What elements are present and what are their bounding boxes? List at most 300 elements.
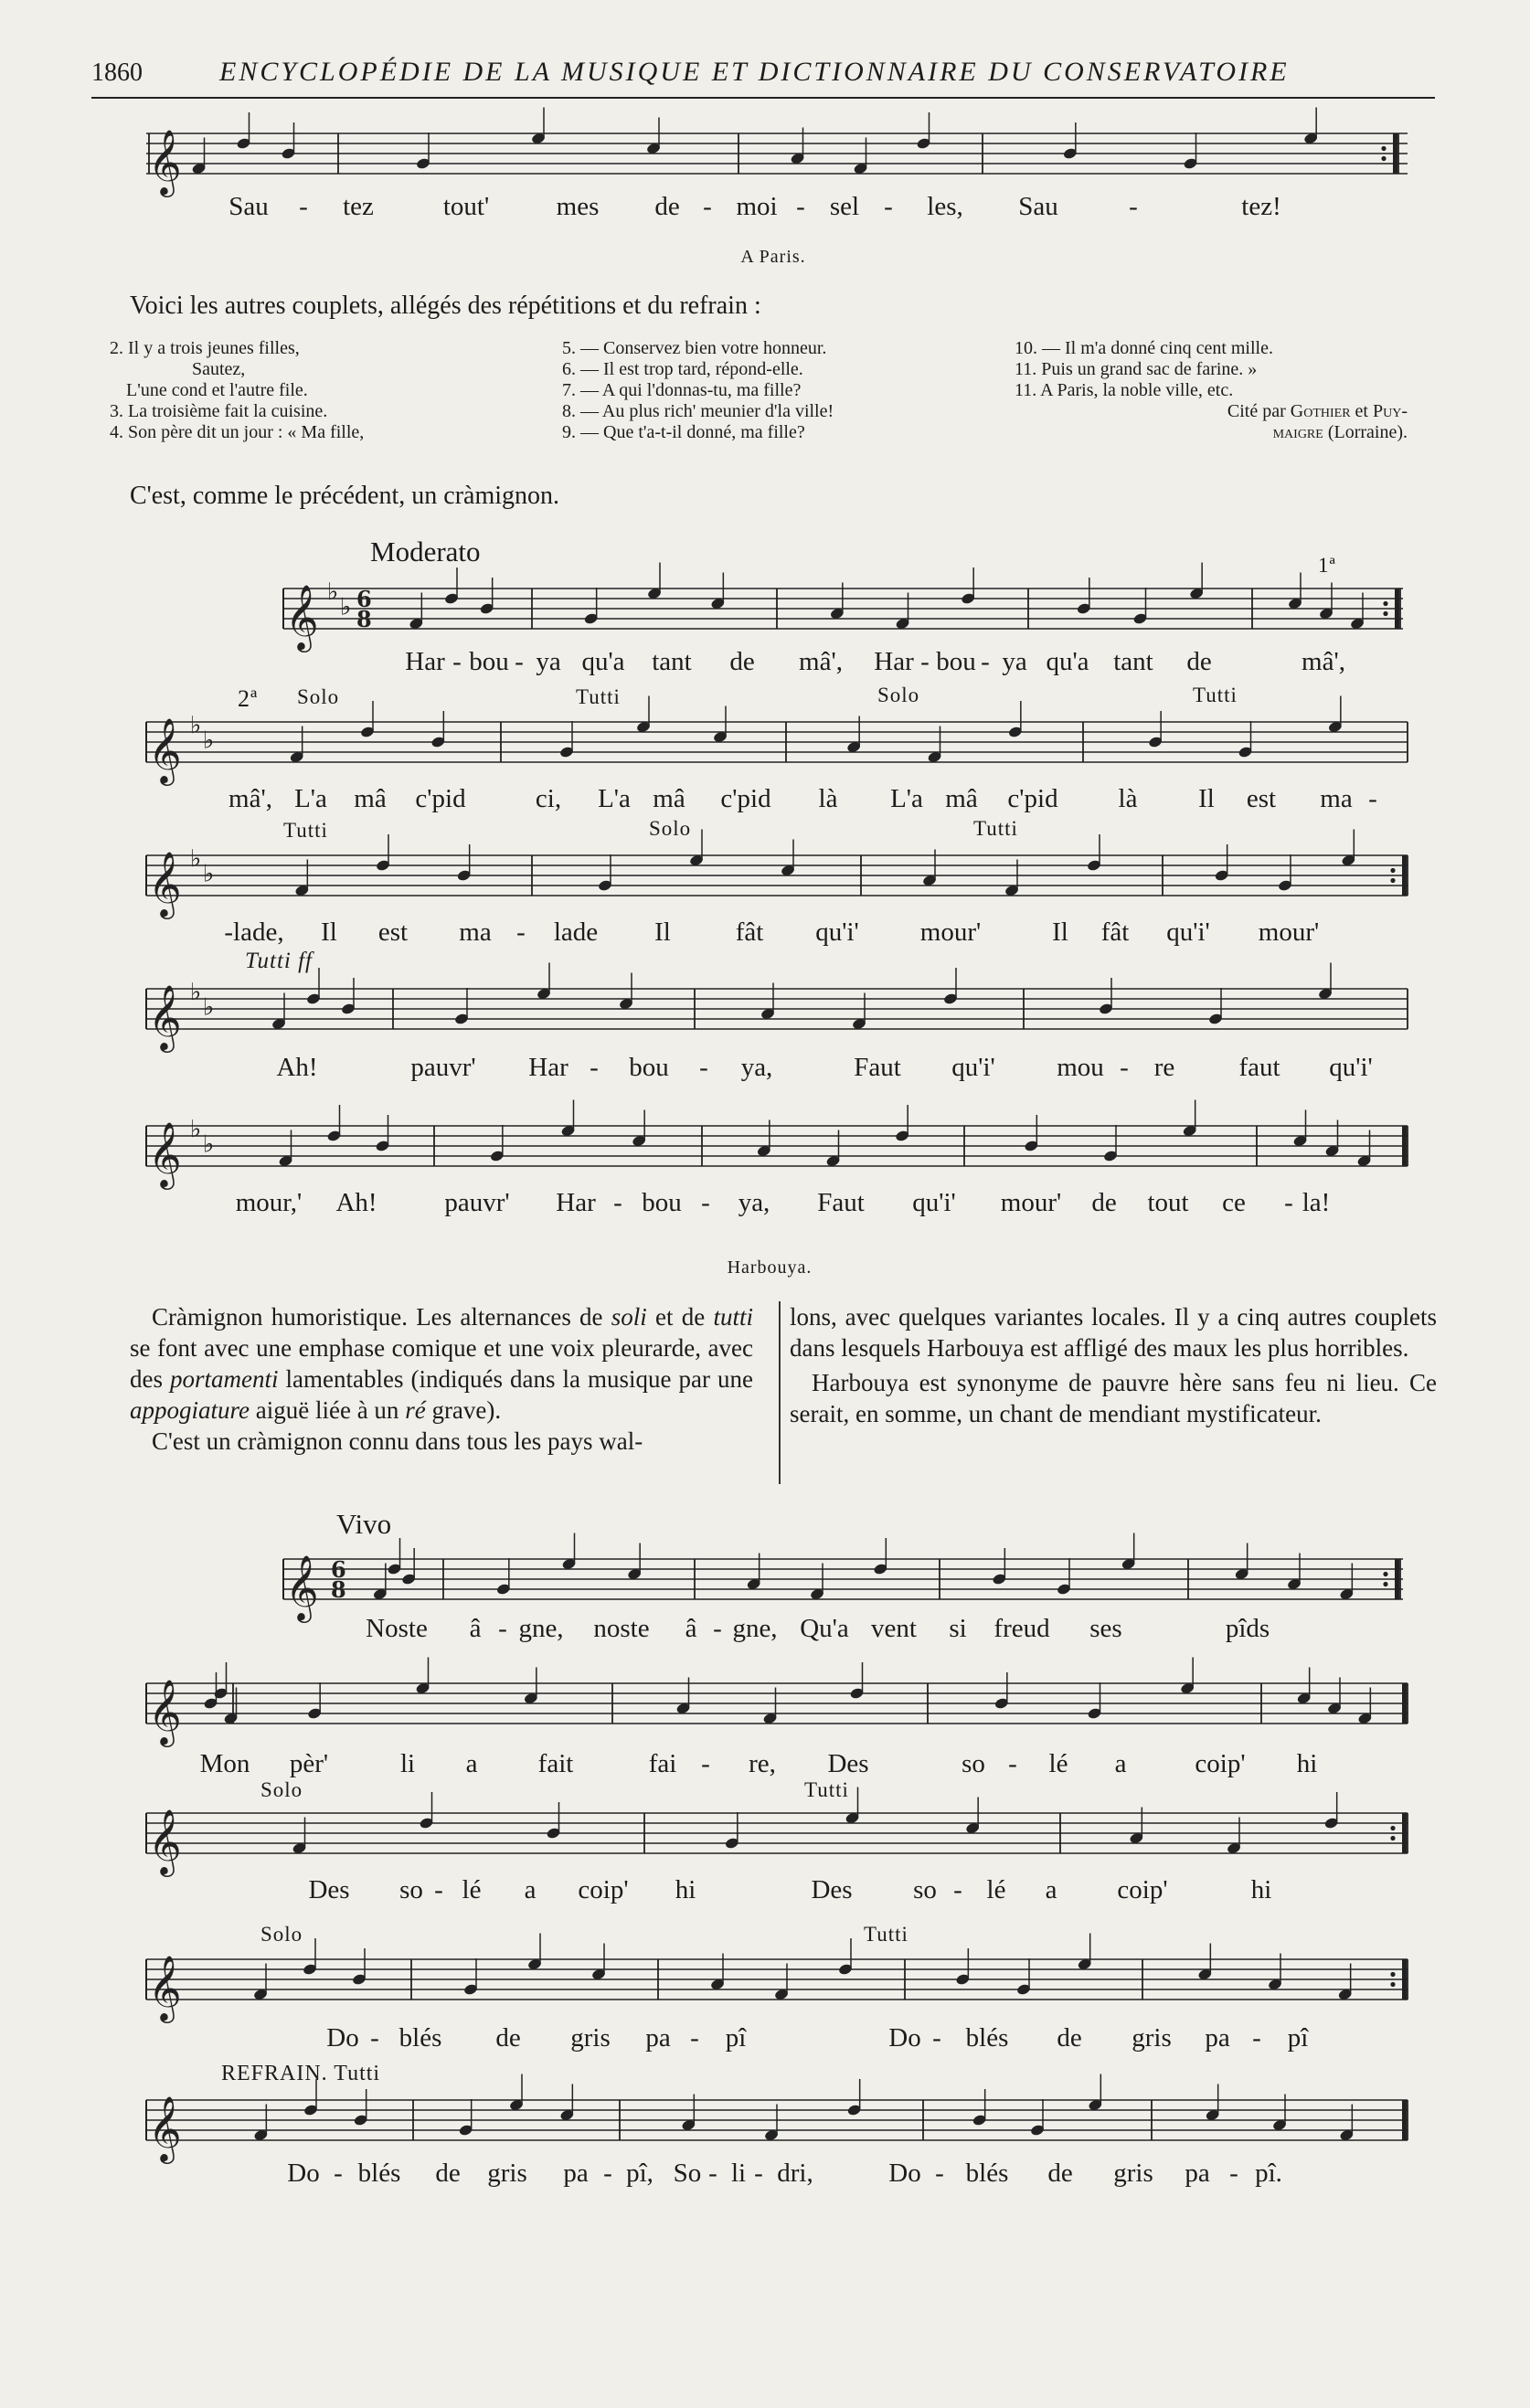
time-signature-numerator: 6 xyxy=(331,1556,346,1583)
flat-sign-icon: ♭ xyxy=(190,712,202,739)
flat-sign-icon: ♭ xyxy=(203,860,215,888)
lyric-syllable: Do xyxy=(888,2159,921,2188)
lyric-syllable: Ah! xyxy=(335,1188,377,1217)
lyric-syllable: moi xyxy=(736,192,778,221)
repeat-dot xyxy=(1383,611,1387,616)
citation xyxy=(1015,401,1426,422)
lyrics-line xyxy=(283,647,1417,684)
text-run-italic: soli xyxy=(611,1303,647,1331)
lyric-syllable: - xyxy=(713,1614,722,1643)
lyric-syllable: â xyxy=(685,1614,697,1643)
lyric-syllable: de xyxy=(1091,1188,1117,1217)
music-system xyxy=(146,1923,1408,2063)
header-rule xyxy=(91,97,1435,99)
lyric-syllable: Har xyxy=(405,647,445,676)
commentary-paragraph xyxy=(130,1301,753,1426)
lyric-syllable: sel xyxy=(829,192,860,221)
text-run: lamentables (indiqués dans la musique par une xyxy=(278,1365,753,1393)
text-run-italic: appogiature xyxy=(130,1396,250,1424)
lyric-syllable: c'pid xyxy=(415,784,466,813)
lyric-syllable: ma xyxy=(459,918,492,947)
lyric-syllable: qu'a xyxy=(1046,647,1089,676)
lyric-syllable: freud xyxy=(993,1614,1050,1643)
column-divider xyxy=(779,1301,781,1484)
tutti-marking: Tutti xyxy=(1193,684,1238,706)
final-barline xyxy=(1402,855,1407,896)
volta-1-label: 1ª xyxy=(1318,554,1336,577)
lyric-syllable: mour' xyxy=(1000,1188,1062,1217)
citation-prefix: Cité par xyxy=(1227,401,1291,421)
repeat-dot xyxy=(1390,1982,1395,1987)
couplet-line: L'une cond et l'autre file. xyxy=(126,380,308,400)
lyric-syllable: mâ xyxy=(653,784,685,813)
lyric-syllable: pî. xyxy=(1255,2159,1282,2188)
lyric-syllable: - xyxy=(516,918,526,947)
music-system xyxy=(146,1093,1408,1230)
tutti-marking: Tutti xyxy=(973,817,1018,840)
flat-sign-icon: ♭ xyxy=(190,979,202,1006)
repeat-dot xyxy=(1390,1836,1395,1840)
lyric-syllable: Do xyxy=(326,2023,359,2053)
lyrics-line xyxy=(146,1188,1408,1225)
lyric-syllable: ses xyxy=(1089,1614,1122,1643)
lyric-syllable: noste xyxy=(593,1614,650,1643)
song-caption: A Paris. xyxy=(740,247,806,267)
lyric-syllable: de xyxy=(1047,2159,1073,2188)
lyric-syllable: Des xyxy=(811,1875,853,1904)
lyric-syllable: là xyxy=(1118,784,1138,813)
couplet-line: 4. Son père dit un jour : « Ma fille, xyxy=(110,422,365,442)
lyric-syllable: gris xyxy=(570,2023,611,2053)
solo-marking xyxy=(260,1923,303,1947)
lyric-syllable: - xyxy=(1368,784,1377,813)
treble-clef-icon: 𝄞 xyxy=(148,1120,182,1187)
repeat-dot xyxy=(1383,1572,1387,1576)
couplet-line: 8. — Au plus rich' meunier d'la ville! xyxy=(562,401,834,421)
lyric-syllable: Sau xyxy=(1018,192,1058,221)
lyric-syllable: Faut xyxy=(854,1053,901,1082)
treble-clef-icon: 𝄞 xyxy=(148,716,182,783)
lyric-syllable: - xyxy=(370,2023,379,2053)
lyric-syllable: - xyxy=(613,1188,622,1217)
lyric-syllable: là xyxy=(818,784,838,813)
lyric-syllable: - xyxy=(1252,2023,1261,2053)
lyric-syllable: bou xyxy=(469,647,509,676)
time-signature-numerator: 6 xyxy=(356,586,372,612)
couplet-line: 2. Il y a trois jeunes filles, xyxy=(110,338,300,358)
lyric-syllable: ma xyxy=(1320,784,1353,813)
lyric-syllable: - xyxy=(701,1188,710,1217)
lyric-syllable: pî xyxy=(725,2023,747,2053)
lyric-syllable: pa xyxy=(1205,2023,1230,2053)
commentary-left-column xyxy=(130,1301,753,1457)
couplet-line: 11. Puis un grand sac de farine. » xyxy=(1015,359,1258,379)
text-run: et de xyxy=(646,1303,714,1331)
song-caption: Harbouya. xyxy=(727,1257,813,1278)
flat-sign-icon: ♭ xyxy=(340,593,352,621)
commentary-paragraph: lons, avec quelques variantes locales. Il y a cinq autres couplets dans lesquels Harbouya est affligé des maux les plus horribles. xyxy=(790,1303,1437,1362)
lyric-syllable: fât xyxy=(735,918,764,947)
lyric-syllable: so xyxy=(962,1749,985,1778)
lyric-syllable: de xyxy=(729,647,755,676)
lyric-syllable: - xyxy=(932,2023,941,2053)
text-run: grave). xyxy=(425,1396,502,1424)
treble-clef-icon: 𝄞 xyxy=(148,1808,182,1874)
couplet-line: 3. La troisième fait la cuisine. xyxy=(110,401,328,421)
lyric-syllable: Qu'a xyxy=(800,1614,849,1643)
music-system xyxy=(146,1780,1408,1917)
couplet-line: 6. — Il est trop tard, répond-elle. xyxy=(562,359,803,379)
solo-marking: Solo xyxy=(297,685,340,708)
citation-author: Puy- xyxy=(1372,401,1408,421)
lyric-syllable: gne, xyxy=(518,1614,564,1643)
lyric-syllable: ci, xyxy=(535,784,562,813)
lyric-syllable: - xyxy=(515,647,524,676)
lyric-syllable: - xyxy=(701,1749,710,1778)
music-system xyxy=(283,556,1417,693)
lyric-syllable: pèr' xyxy=(289,1749,329,1778)
lyric-syllable: pa xyxy=(563,2159,589,2188)
text-run-italic: ré xyxy=(405,1396,426,1424)
lyric-syllable: - xyxy=(334,2159,343,2188)
lyric-syllable: coip' xyxy=(578,1875,629,1904)
lyric-syllable: Il xyxy=(321,918,337,947)
couplets-column-3 xyxy=(1015,338,1426,443)
flat-sign-icon: ♭ xyxy=(327,578,339,606)
lyric-syllable: qu'i' xyxy=(1329,1053,1373,1082)
lyric-syllable: Har xyxy=(528,1053,568,1082)
lyric-syllable: L'a xyxy=(890,784,923,813)
lyric-syllable: bou xyxy=(629,1053,669,1082)
music-staff xyxy=(146,1926,1408,2027)
lyric-syllable: de xyxy=(1186,647,1212,676)
music-system xyxy=(146,108,1408,245)
lyrics-line xyxy=(146,1875,1408,1912)
lyric-syllable: coip' xyxy=(1117,1875,1168,1904)
lyric-syllable: pa xyxy=(1185,2159,1210,2188)
commentary-right-column xyxy=(790,1301,1437,1429)
repeat-dot xyxy=(1390,1972,1395,1977)
music-system xyxy=(146,684,1408,826)
lyric-syllable: Faut xyxy=(817,1188,865,1217)
lyric-syllable: Ah! xyxy=(276,1053,318,1082)
lyric-syllable: de xyxy=(435,2159,461,2188)
lyric-syllable: lé xyxy=(986,1875,1006,1904)
music-staff xyxy=(146,1650,1408,1751)
flat-sign-icon: ♭ xyxy=(203,727,215,755)
lyric-syllable: pî, xyxy=(626,2159,653,2188)
final-barline xyxy=(1402,1813,1407,1853)
lyric-syllable: qu'a xyxy=(581,647,625,676)
lyric-syllable: Sau xyxy=(228,192,269,221)
lyric-syllable: ce xyxy=(1222,1188,1246,1217)
text-run: Cràmignon humoristique. Les alternances de xyxy=(152,1303,611,1331)
couplets-column-1 xyxy=(110,338,512,443)
time-signature-denominator: 8 xyxy=(356,606,372,632)
lyric-syllable: - xyxy=(796,192,805,221)
text-run: aiguë liée à un xyxy=(250,1396,406,1424)
lyric-syllable: tout' xyxy=(442,192,490,221)
lyric-syllable: Noste xyxy=(366,1614,428,1643)
lyric-syllable: Mon xyxy=(199,1749,250,1778)
commentary-paragraph: Harbouya est synonyme de pauvre hère sans feu ni lieu. Ce serait, en somme, un chant de mendiant mystificateur. xyxy=(790,1369,1437,1427)
flat-sign-icon: ♭ xyxy=(203,1130,215,1159)
lyric-syllable: a xyxy=(1114,1749,1127,1778)
lyrics-line xyxy=(146,918,1408,954)
final-barline xyxy=(1395,1559,1399,1599)
music-staff xyxy=(146,956,1408,1056)
lyric-syllable: Har xyxy=(556,1188,596,1217)
couplets-block xyxy=(110,338,1426,466)
treble-clef-icon: 𝄞 xyxy=(148,1954,182,2021)
lyric-syllable: ya, xyxy=(740,1053,773,1082)
lyric-syllable: blés xyxy=(965,2159,1009,2188)
lyrics-line xyxy=(146,192,1408,228)
lyric-syllable: fait xyxy=(537,1749,574,1778)
lyric-syllable: qu'i' xyxy=(1166,918,1210,947)
lyric-syllable: hi xyxy=(1250,1875,1272,1904)
lyric-syllable: tout xyxy=(1147,1188,1189,1217)
lyric-syllable: de xyxy=(1057,2023,1082,2053)
music-system xyxy=(146,1650,1408,1787)
music-system xyxy=(146,2062,1408,2204)
lyric-syllable: mour' xyxy=(919,918,982,947)
time-signature-denominator: 8 xyxy=(331,1576,346,1603)
lyric-syllable: - xyxy=(434,1875,443,1904)
lyric-syllable: - xyxy=(754,2159,763,2188)
treble-clef-icon: 𝄞 xyxy=(148,850,182,917)
lyric-syllable: - xyxy=(1129,192,1138,221)
treble-clef-icon: 𝄞 xyxy=(285,583,319,650)
lyric-syllable: mou xyxy=(1057,1053,1104,1082)
lyric-syllable: - xyxy=(708,2159,717,2188)
lyric-syllable: ya, xyxy=(738,1188,770,1217)
flat-sign-icon: ♭ xyxy=(203,993,215,1022)
lyrics-line xyxy=(283,1614,1417,1650)
text-run-italic: tutti xyxy=(713,1303,753,1331)
lyric-syllable: -lade, xyxy=(224,918,284,947)
lyric-syllable: qu'i' xyxy=(951,1053,995,1082)
refrain-label: REFRAIN. Tutti xyxy=(221,2062,381,2085)
lyric-syllable: a xyxy=(524,1875,537,1904)
lyric-syllable: - xyxy=(498,1614,507,1643)
lyric-syllable: Il xyxy=(1198,784,1215,813)
repeat-dot xyxy=(1381,146,1386,151)
lyric-syllable: pauvr' xyxy=(444,1188,510,1217)
solo-marking: Solo xyxy=(649,817,692,840)
lyric-syllable: c'pid xyxy=(720,784,771,813)
lyric-syllable: mour,' xyxy=(235,1188,303,1217)
music-staff xyxy=(146,1780,1408,1881)
lyric-syllable: L'a xyxy=(598,784,631,813)
tutti-ff-marking: Tutti ff xyxy=(245,949,313,973)
citation-suffix: (Lorraine). xyxy=(1323,422,1408,442)
lyric-syllable: blés xyxy=(398,2023,442,2053)
lyric-syllable: mes xyxy=(556,192,600,221)
final-barline xyxy=(1402,1959,1407,2000)
marking-text: Tutti xyxy=(864,1923,908,1946)
final-barline xyxy=(1402,2100,1407,2140)
tempo-marking: Vivo xyxy=(336,1508,392,1540)
lyric-syllable: gne, xyxy=(732,1614,778,1643)
lyric-syllable: - xyxy=(452,647,462,676)
lyric-syllable: pî xyxy=(1287,2023,1309,2053)
lyric-syllable: bou xyxy=(642,1188,682,1217)
lyric-syllable: li xyxy=(730,2159,747,2188)
repeat-dot xyxy=(1381,156,1386,161)
lyric-syllable: tant xyxy=(652,647,692,676)
lyric-syllable: bou xyxy=(936,647,976,676)
citation-connector: et xyxy=(1350,401,1373,421)
lyric-syllable: - xyxy=(920,647,930,676)
lyric-syllable: mour' xyxy=(1258,918,1320,947)
flat-sign-icon: ♭ xyxy=(190,845,202,873)
final-barline xyxy=(1402,1683,1407,1724)
music-staff xyxy=(146,822,1408,923)
repeat-dot xyxy=(1383,1582,1387,1586)
couplet-line: Sautez, xyxy=(192,359,246,379)
lyric-syllable: - xyxy=(299,192,308,221)
citation-author: Gothier xyxy=(1290,401,1351,421)
lyrics-line xyxy=(146,2159,1408,2195)
lyric-syllable: pîds xyxy=(1225,1614,1270,1643)
lyric-syllable: - xyxy=(1120,1053,1129,1082)
lyric-syllable: lade xyxy=(553,918,599,947)
lyric-syllable: - xyxy=(935,2159,944,2188)
lyric-syllable: â xyxy=(469,1614,482,1643)
lyric-syllable: est xyxy=(377,918,409,947)
treble-clef-icon: 𝄞 xyxy=(148,128,182,195)
citation-continued xyxy=(1015,422,1426,443)
lyric-syllable: coip' xyxy=(1195,1749,1246,1778)
marking-text: Solo xyxy=(260,1923,303,1946)
lyric-syllable: - xyxy=(1284,1188,1293,1217)
lyrics-line xyxy=(146,2023,1408,2060)
couplet-line: 5. — Conservez bien votre honneur. xyxy=(562,338,827,358)
intro-paragraph: C'est, comme le précédent, un cràmignon. xyxy=(130,482,559,510)
tutti-marking xyxy=(864,1923,908,1947)
lyric-syllable: L'a xyxy=(294,784,327,813)
repeat-dot xyxy=(1390,878,1395,883)
lyric-syllable: - xyxy=(690,2023,699,2053)
flat-sign-icon: ♭ xyxy=(190,1116,202,1143)
music-staff xyxy=(146,1093,1408,1193)
intro-paragraph: Voici les autres couplets, allégés des répétitions et du refrain : xyxy=(130,292,761,320)
lyric-syllable: tez! xyxy=(1241,192,1281,221)
lyric-syllable: est xyxy=(1246,784,1277,813)
lyric-syllable: ya xyxy=(536,647,561,676)
couplet-line: 7. — A qui l'donnas-tu, ma fille? xyxy=(562,380,802,400)
lyric-syllable: faut xyxy=(1238,1053,1280,1082)
lyric-syllable: Har xyxy=(874,647,914,676)
music-staff xyxy=(283,1526,1417,1627)
lyric-syllable: fât xyxy=(1100,918,1130,947)
lyric-syllable: la! xyxy=(1302,1188,1331,1217)
couplet-line: 11. A Paris, la noble ville, etc. xyxy=(1015,380,1234,400)
music-staff xyxy=(283,556,1417,656)
lyric-syllable: re, xyxy=(749,1749,776,1778)
lyric-syllable: fai xyxy=(648,1749,677,1778)
lyric-syllable: gris xyxy=(1113,2159,1153,2188)
lyric-syllable: mâ', xyxy=(799,647,843,676)
treble-clef-icon: 𝄞 xyxy=(285,1554,319,1620)
treble-clef-icon: 𝄞 xyxy=(148,2095,182,2161)
couplet-line: 10. — Il m'a donné cinq cent mille. xyxy=(1015,338,1273,358)
lyric-syllable: so xyxy=(913,1875,937,1904)
lyric-syllable: Des xyxy=(308,1875,350,1904)
lyric-syllable: lé xyxy=(462,1875,482,1904)
lyric-syllable: gris xyxy=(1132,2023,1172,2053)
page-header xyxy=(91,53,1435,101)
lyric-syllable: - xyxy=(603,2159,612,2188)
solo-marking xyxy=(260,1778,303,1802)
lyric-syllable: a xyxy=(1045,1875,1057,1904)
lyric-syllable: a xyxy=(465,1749,478,1778)
music-system xyxy=(146,949,1408,1093)
treble-clef-icon: 𝄞 xyxy=(148,983,182,1050)
lyric-syllable: lé xyxy=(1048,1749,1068,1778)
solo-marking: Solo xyxy=(877,684,920,706)
lyric-syllable: - xyxy=(981,647,990,676)
lyric-syllable: Il xyxy=(1052,918,1068,947)
lyric-syllable: blés xyxy=(965,2023,1009,2053)
page-number: 1860 xyxy=(91,58,143,87)
lyric-syllable: pauvr' xyxy=(410,1053,476,1082)
lyric-syllable: mâ', xyxy=(228,784,272,813)
marking-text: Tutti xyxy=(804,1778,849,1801)
lyric-syllable: tez xyxy=(343,192,374,221)
repeat-dot xyxy=(1383,601,1387,606)
marking-text: Solo xyxy=(260,1778,303,1801)
lyric-syllable: de xyxy=(495,2023,521,2053)
couplets-column-2 xyxy=(562,338,992,443)
lyric-syllable: mâ xyxy=(945,784,978,813)
lyric-syllable: Il xyxy=(654,918,671,947)
final-barline xyxy=(1395,589,1399,629)
lyric-syllable: Do xyxy=(287,2159,320,2188)
lyric-syllable: li xyxy=(399,1749,416,1778)
lyric-syllable: qu'i' xyxy=(912,1188,956,1217)
tempo-marking: Moderato xyxy=(370,536,481,568)
final-barline xyxy=(1402,1126,1407,1166)
repeat-dot xyxy=(1390,868,1395,873)
lyric-syllable: - xyxy=(1008,1749,1017,1778)
lyric-syllable: so xyxy=(399,1875,423,1904)
lyric-syllable: de xyxy=(654,192,680,221)
lyric-syllable: - xyxy=(953,1875,962,1904)
lyric-syllable: blés xyxy=(357,2159,401,2188)
lyric-syllable: c'pid xyxy=(1007,784,1058,813)
lyric-syllable: - xyxy=(703,192,712,221)
lyric-syllable: hi xyxy=(1296,1749,1318,1778)
treble-clef-icon: 𝄞 xyxy=(148,1678,182,1745)
music-system xyxy=(146,817,1408,960)
tutti-marking: Tutti xyxy=(283,819,328,842)
final-barline xyxy=(1393,133,1397,174)
lyrics-line xyxy=(146,784,1408,821)
commentary-paragraph: C'est un cràmignon connu dans tous les pays wal- xyxy=(152,1427,643,1455)
lyric-syllable: mâ', xyxy=(1302,647,1345,676)
lyric-syllable: dri, xyxy=(777,2159,813,2188)
volta-2-label: 2ª xyxy=(238,685,259,712)
lyric-syllable: - xyxy=(1229,2159,1238,2188)
lyric-syllable: hi xyxy=(675,1875,696,1904)
lyric-syllable: les, xyxy=(927,192,963,221)
lyric-syllable: mâ xyxy=(354,784,387,813)
lyric-syllable: si xyxy=(949,1614,967,1643)
tutti-marking xyxy=(804,1778,849,1802)
lyric-syllable: - xyxy=(884,192,893,221)
